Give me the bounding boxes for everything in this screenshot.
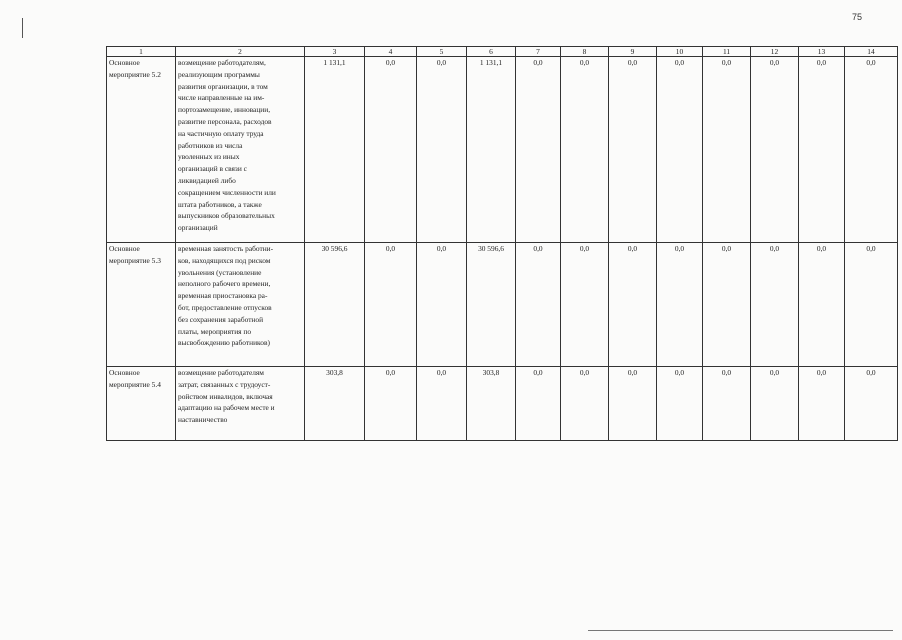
activity-name: Основное мероприятие 5.3	[107, 243, 176, 367]
data-table	[106, 46, 898, 441]
value-cell: 0,0	[516, 367, 561, 441]
column-header: 2	[176, 47, 305, 57]
value-cell: 0,0	[657, 57, 703, 243]
value-cell: 0,0	[561, 57, 609, 243]
value-cell: 0,0	[703, 243, 751, 367]
value-cell: 0,0	[516, 57, 561, 243]
margin-line	[22, 18, 23, 38]
value-cell: 0,0	[516, 243, 561, 367]
value-cell: 0,0	[845, 367, 898, 441]
value-cell: 303,8	[305, 367, 365, 441]
page-number: 75	[851, 12, 862, 22]
table-row	[107, 243, 898, 367]
value-cell: 1 131,1	[305, 57, 365, 243]
value-cell: 0,0	[609, 367, 657, 441]
value-cell: 0,0	[751, 57, 799, 243]
value-cell: 0,0	[417, 57, 467, 243]
activity-name: Основное мероприятие 5.4	[107, 367, 176, 441]
value-cell: 303,8	[467, 367, 516, 441]
value-cell: 0,0	[703, 367, 751, 441]
column-header: 5	[417, 47, 467, 57]
column-header: 3	[305, 47, 365, 57]
table-row	[107, 367, 898, 441]
column-header: 10	[657, 47, 703, 57]
footer-rule	[588, 630, 893, 631]
value-cell: 0,0	[799, 57, 845, 243]
value-cell: 1 131,1	[467, 57, 516, 243]
value-cell: 0,0	[703, 57, 751, 243]
value-cell: 0,0	[365, 57, 417, 243]
activity-name: Основное мероприятие 5.2	[107, 57, 176, 243]
value-cell: 30 596,6	[467, 243, 516, 367]
value-cell: 0,0	[561, 243, 609, 367]
column-header: 11	[703, 47, 751, 57]
column-header: 9	[609, 47, 657, 57]
column-header: 4	[365, 47, 417, 57]
table-row	[107, 57, 898, 243]
value-cell: 0,0	[365, 367, 417, 441]
value-cell: 0,0	[751, 367, 799, 441]
value-cell: 0,0	[417, 243, 467, 367]
activity-description: возмещение работодателям, реализующим программы развития организации, в том числе направленные на им- портозамещение, инновации, развитие персонала, расходов на частичную оплату труда работников из числа уволенных из иных организаций в связи с ликвидацией либо сокращением численности или штата работников, а также выпускников образовательных организаций	[176, 57, 305, 243]
value-cell: 0,0	[561, 367, 609, 441]
value-cell: 0,0	[799, 367, 845, 441]
value-cell: 0,0	[751, 243, 799, 367]
activity-description: возмещение работодателям затрат, связанных с трудоуст- ройством инвалидов, включая адаптацию на рабочем месте и наставничество	[176, 367, 305, 441]
column-header: 7	[516, 47, 561, 57]
value-cell: 30 596,6	[305, 243, 365, 367]
value-cell: 0,0	[657, 243, 703, 367]
column-header: 6	[467, 47, 516, 57]
column-header: 14	[845, 47, 898, 57]
column-header: 8	[561, 47, 609, 57]
value-cell: 0,0	[365, 243, 417, 367]
value-cell: 0,0	[609, 243, 657, 367]
table-header-row	[107, 47, 898, 57]
activity-description: временная занятость работни- ков, находящихся под риском увольнения (установление неполного рабочего времени, временная приостановка ра- бот, предоставление отпусков без сохранения заработной платы, мероприятия по высвобождению работников)	[176, 243, 305, 367]
value-cell: 0,0	[657, 367, 703, 441]
column-header: 12	[751, 47, 799, 57]
value-cell: 0,0	[845, 57, 898, 243]
value-cell: 0,0	[417, 367, 467, 441]
value-cell: 0,0	[609, 57, 657, 243]
column-header: 13	[799, 47, 845, 57]
value-cell: 0,0	[799, 243, 845, 367]
value-cell: 0,0	[845, 243, 898, 367]
column-header: 1	[107, 47, 176, 57]
